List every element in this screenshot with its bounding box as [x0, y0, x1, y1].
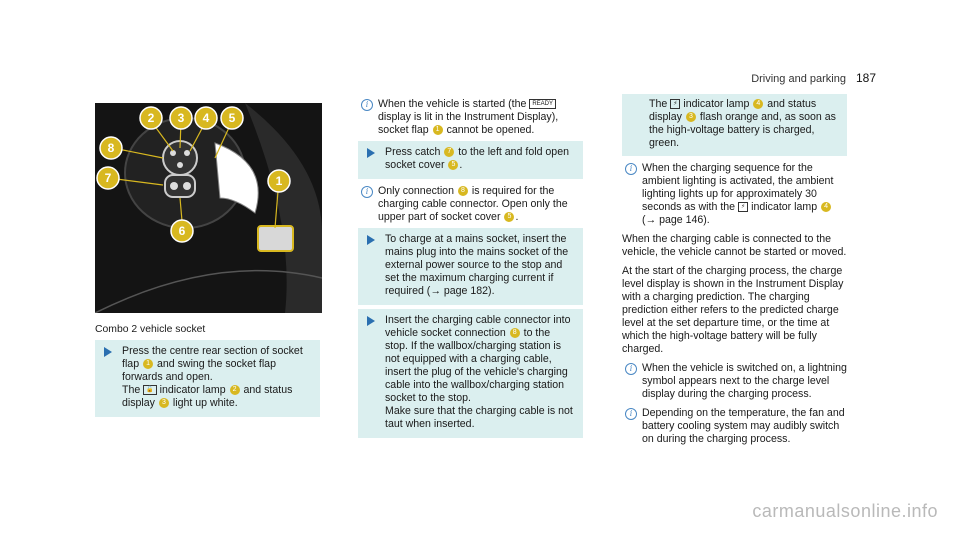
- charging-plug-icon: ⚡: [670, 99, 680, 109]
- ready-icon: READY: [529, 99, 556, 109]
- svg-text:3: 3: [177, 111, 185, 125]
- callout-8: [100, 137, 122, 159]
- badge-8: 8: [510, 328, 520, 338]
- svg-text:4: 4: [202, 111, 210, 125]
- svg-text:2: 2: [147, 111, 155, 125]
- info-icon: i: [361, 186, 373, 198]
- step-open-flap: Press the centre rear section of socket flap 1 and swing the socket flap forwards and open. The 🔓 indicator lamp 2 and status display 3 light up white.: [95, 340, 320, 417]
- para-charge-prediction: At the start of the charging process, the charge level display is shown in the Instrument Display with a charging prediction. The charging prediction either refers to the predicted charge level at the set departure time, or the time at which the high-voltage battery will be fully charged.: [622, 265, 844, 355]
- watermark: carmanualsonline.info: [752, 501, 938, 521]
- callout-4: [195, 107, 217, 129]
- figure-caption: Combo 2 vehicle socket: [95, 324, 206, 335]
- info-icon: i: [361, 99, 373, 111]
- badge-1: 1: [143, 359, 153, 369]
- badge-3: 3: [159, 398, 169, 408]
- badge-1: 1: [433, 125, 443, 135]
- para-cable-connected: When the charging cable is connected to the vehicle, the vehicle cannot be started or moved.: [622, 233, 847, 258]
- callout-3: [170, 107, 192, 129]
- column-3: [622, 96, 847, 450]
- note-fan-cooling: i Depending on the temperature, the fan and battery cooling system may audibly switch on during the charging process.: [622, 405, 847, 450]
- callout-5: [221, 107, 243, 129]
- charging-plug-icon: ⚡: [738, 202, 748, 212]
- column-1: [95, 340, 320, 421]
- callout-6: [171, 220, 193, 242]
- step-press-catch: Press catch 7 to the left and fold open socket cover 5 .: [358, 141, 583, 179]
- badge-5: 5: [504, 212, 514, 222]
- column-2: [358, 96, 583, 442]
- step-insert-connector: Insert the charging cable connector into vehicle socket connection 8 to the stop. If the wallbox/charging station is not equipped with a charging cable, insert the plug of the vehicle's charging cable into the wallbox/charging station socket to the stop. Make sure that the charging cable is not taut when inserted.: [358, 309, 583, 438]
- step-continuation: The ⚡ indicator lamp 4 and status display 3 flash orange and, as soon as the high-voltage battery is charged, green.: [622, 94, 847, 156]
- badge-4: 4: [821, 202, 831, 212]
- info-icon: i: [625, 163, 637, 175]
- badge-2: 2: [230, 385, 240, 395]
- badge-4: 4: [753, 99, 763, 109]
- badge-3: 3: [686, 112, 696, 122]
- badge-7: 7: [444, 147, 454, 157]
- note-started: i When the vehicle is started (the READY display is lit in the Instrument Display), socket flap 1 cannot be opened.: [358, 96, 583, 141]
- combo2-socket-illustration: [95, 103, 322, 313]
- badge-8: 8: [458, 186, 468, 196]
- page-header: [751, 72, 876, 86]
- step-arrow-icon: [367, 148, 375, 158]
- svg-text:8: 8: [107, 141, 115, 155]
- info-icon: i: [625, 408, 637, 420]
- callout-7: [97, 167, 119, 189]
- badge-5: 5: [448, 160, 458, 170]
- callout-2: [140, 107, 162, 129]
- svg-text:7: 7: [104, 171, 112, 185]
- unlock-icon: 🔓: [143, 385, 156, 395]
- note-connection: i Only connection 8 is required for the charging cable connector. Open only the upper part of socket cover 5 .: [358, 183, 583, 228]
- info-icon: i: [625, 363, 637, 375]
- step-mains-socket: To charge at a mains socket, insert the mains plug into the mains socket of the external power source to the stop and set the maximum charging current if required (→ page 182).: [358, 228, 583, 305]
- socket-drawing: [95, 103, 322, 313]
- step-arrow-icon: [104, 347, 112, 357]
- svg-text:1: 1: [275, 174, 283, 188]
- svg-text:6: 6: [178, 224, 186, 238]
- page-number: 187: [855, 71, 876, 85]
- step-arrow-icon: [367, 316, 375, 326]
- callout-1: [268, 170, 290, 192]
- note-lightning-symbol: i When the vehicle is switched on, a lightning symbol appears next to the charge level display during the charging process.: [622, 360, 847, 405]
- step-arrow-icon: [367, 235, 375, 245]
- svg-text:5: 5: [228, 111, 236, 125]
- note-ambient-lighting: i When the charging sequence for the ambient lighting is activated, the ambient lighting lights up for approximately 30 seconds as with the ⚡ indicator lamp 4 (→ page 146).: [622, 160, 847, 231]
- section-title: Driving and parking: [751, 73, 846, 85]
